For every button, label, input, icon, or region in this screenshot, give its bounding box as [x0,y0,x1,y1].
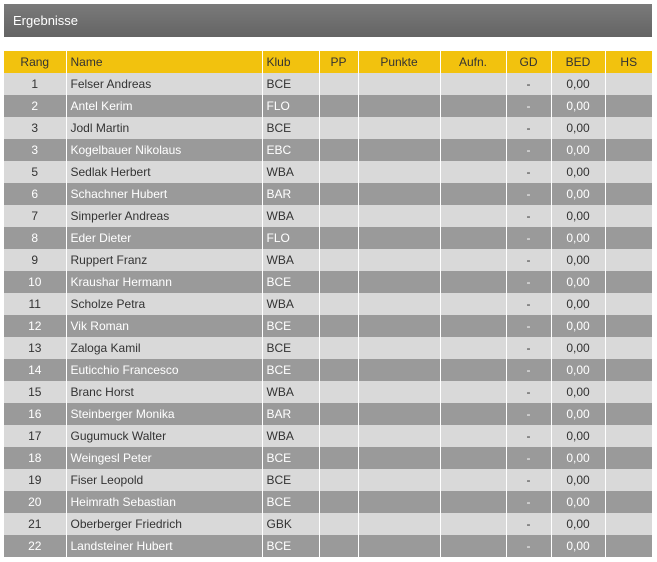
cell-gd: - [506,337,551,359]
cell-bed: 0,00 [551,513,605,535]
cell-punkte [358,403,440,425]
cell-punkte [358,161,440,183]
cell-aufn [440,249,506,271]
col-header-aufn: Aufn. [440,51,506,73]
cell-name: Felser Andreas [66,73,262,95]
cell-rang: 18 [4,447,66,469]
cell-aufn [440,381,506,403]
cell-aufn [440,447,506,469]
table-row[interactable] [4,161,652,183]
cell-rang: 8 [4,227,66,249]
cell-bed: 0,00 [551,447,605,469]
cell-gd: - [506,513,551,535]
cell-name: Kogelbauer Nikolaus [66,139,262,161]
cell-bed: 0,00 [551,227,605,249]
cell-pp [319,205,358,227]
cell-gd: - [506,227,551,249]
cell-rang: 21 [4,513,66,535]
cell-bed: 0,00 [551,381,605,403]
cell-rang: 11 [4,293,66,315]
cell-aufn [440,117,506,139]
cell-gd: - [506,183,551,205]
cell-hs [605,491,652,513]
cell-klub: BCE [262,359,319,381]
cell-bed: 0,00 [551,117,605,139]
cell-rang: 1 [4,73,66,95]
cell-bed: 0,00 [551,359,605,381]
cell-hs [605,205,652,227]
cell-pp [319,513,358,535]
cell-bed: 0,00 [551,95,605,117]
cell-gd: - [506,293,551,315]
table-row[interactable] [4,315,652,337]
table-row[interactable] [4,359,652,381]
cell-name: Heimrath Sebastian [66,491,262,513]
cell-punkte [358,381,440,403]
cell-pp [319,161,358,183]
cell-rang: 7 [4,205,66,227]
cell-gd: - [506,95,551,117]
cell-gd: - [506,161,551,183]
cell-punkte [358,315,440,337]
cell-aufn [440,403,506,425]
cell-punkte [358,183,440,205]
cell-gd: - [506,205,551,227]
cell-klub: BCE [262,447,319,469]
cell-gd: - [506,271,551,293]
cell-name: Eder Dieter [66,227,262,249]
cell-punkte [358,447,440,469]
cell-gd: - [506,315,551,337]
cell-klub: BCE [262,73,319,95]
cell-gd: - [506,139,551,161]
cell-pp [319,227,358,249]
table-header-row [4,51,652,73]
cell-name: Gugumuck Walter [66,425,262,447]
cell-bed: 0,00 [551,139,605,161]
cell-rang: 3 [4,117,66,139]
cell-klub: BCE [262,117,319,139]
table-row[interactable] [4,271,652,293]
cell-klub: BCE [262,337,319,359]
cell-pp [319,139,358,161]
cell-pp [319,535,358,557]
results-table [4,51,652,557]
cell-aufn [440,183,506,205]
cell-aufn [440,227,506,249]
cell-aufn [440,491,506,513]
cell-pp [319,491,358,513]
cell-hs [605,117,652,139]
table-row[interactable] [4,535,652,557]
results-header [4,4,652,37]
col-header-pp: PP [319,51,358,73]
cell-hs [605,227,652,249]
cell-rang: 15 [4,381,66,403]
table-row[interactable] [4,491,652,513]
cell-pp [319,469,358,491]
cell-klub: FLO [262,227,319,249]
cell-rang: 10 [4,271,66,293]
cell-klub: BCE [262,469,319,491]
cell-bed: 0,00 [551,403,605,425]
table-row[interactable] [4,117,652,139]
table-row[interactable] [4,183,652,205]
cell-pp [319,381,358,403]
cell-bed: 0,00 [551,271,605,293]
cell-pp [319,73,358,95]
results-body [4,73,652,557]
cell-klub: GBK [262,513,319,535]
col-header-name: Name [66,51,262,73]
cell-aufn [440,425,506,447]
cell-rang: 3 [4,139,66,161]
cell-pp [319,337,358,359]
cell-hs [605,447,652,469]
cell-klub: BCE [262,491,319,513]
col-header-punkte: Punkte [358,51,440,73]
cell-hs [605,249,652,271]
col-header-bed: BED [551,51,605,73]
cell-pp [319,183,358,205]
cell-pp [319,315,358,337]
cell-klub: WBA [262,205,319,227]
cell-punkte [358,425,440,447]
cell-aufn [440,315,506,337]
cell-name: Fiser Leopold [66,469,262,491]
cell-rang: 12 [4,315,66,337]
cell-punkte [358,491,440,513]
results-title: Ergebnisse [13,13,79,28]
table-row[interactable] [4,205,652,227]
table-row[interactable] [4,249,652,271]
cell-hs [605,469,652,491]
cell-bed: 0,00 [551,293,605,315]
cell-gd: - [506,117,551,139]
cell-hs [605,513,652,535]
col-header-rang: Rang [4,51,66,73]
cell-klub: BAR [262,183,319,205]
cell-klub: EBC [262,139,319,161]
cell-klub: WBA [262,425,319,447]
table-row[interactable] [4,95,652,117]
cell-aufn [440,205,506,227]
cell-name: Simperler Andreas [66,205,262,227]
cell-gd: - [506,73,551,95]
cell-gd: - [506,403,551,425]
table-row[interactable] [4,337,652,359]
cell-bed: 0,00 [551,491,605,513]
cell-punkte [358,227,440,249]
cell-name: Ruppert Franz [66,249,262,271]
cell-aufn [440,95,506,117]
cell-bed: 0,00 [551,205,605,227]
cell-rang: 9 [4,249,66,271]
cell-gd: - [506,249,551,271]
cell-aufn [440,359,506,381]
cell-bed: 0,00 [551,249,605,271]
cell-rang: 16 [4,403,66,425]
cell-name: Branc Horst [66,381,262,403]
cell-bed: 0,00 [551,73,605,95]
cell-hs [605,139,652,161]
cell-name: Landsteiner Hubert [66,535,262,557]
cell-name: Vik Roman [66,315,262,337]
cell-pp [319,95,358,117]
cell-name: Steinberger Monika [66,403,262,425]
cell-rang: 22 [4,535,66,557]
cell-klub: BAR [262,403,319,425]
cell-punkte [358,359,440,381]
col-header-klub: Klub [262,51,319,73]
table-row[interactable] [4,73,652,95]
cell-hs [605,359,652,381]
cell-gd: - [506,359,551,381]
cell-name: Scholze Petra [66,293,262,315]
table-row[interactable] [4,425,652,447]
cell-aufn [440,513,506,535]
cell-rang: 19 [4,469,66,491]
cell-gd: - [506,381,551,403]
cell-aufn [440,337,506,359]
cell-pp [319,403,358,425]
cell-name: Euticchio Francesco [66,359,262,381]
cell-rang: 14 [4,359,66,381]
cell-punkte [358,205,440,227]
cell-klub: WBA [262,381,319,403]
cell-punkte [358,117,440,139]
cell-bed: 0,00 [551,535,605,557]
cell-rang: 5 [4,161,66,183]
cell-punkte [358,73,440,95]
cell-aufn [440,469,506,491]
cell-hs [605,293,652,315]
cell-gd: - [506,447,551,469]
cell-hs [605,535,652,557]
cell-bed: 0,00 [551,161,605,183]
cell-aufn [440,161,506,183]
table-row[interactable] [4,403,652,425]
cell-punkte [358,535,440,557]
cell-bed: 0,00 [551,337,605,359]
cell-aufn [440,293,506,315]
cell-name: Weingesl Peter [66,447,262,469]
cell-gd: - [506,425,551,447]
cell-hs [605,95,652,117]
cell-klub: WBA [262,249,319,271]
cell-gd: - [506,491,551,513]
cell-bed: 0,00 [551,469,605,491]
cell-hs [605,183,652,205]
cell-aufn [440,535,506,557]
cell-name: Oberberger Friedrich [66,513,262,535]
cell-gd: - [506,469,551,491]
cell-rang: 6 [4,183,66,205]
cell-klub: BCE [262,271,319,293]
cell-name: Jodl Martin [66,117,262,139]
cell-name: Zaloga Kamil [66,337,262,359]
cell-punkte [358,271,440,293]
cell-name: Antel Kerim [66,95,262,117]
cell-klub: WBA [262,293,319,315]
cell-hs [605,425,652,447]
cell-hs [605,271,652,293]
cell-rang: 13 [4,337,66,359]
cell-pp [319,271,358,293]
col-header-gd: GD [506,51,551,73]
cell-punkte [358,139,440,161]
table-row[interactable] [4,469,652,491]
cell-name: Sedlak Herbert [66,161,262,183]
cell-aufn [440,139,506,161]
cell-klub: BCE [262,315,319,337]
cell-rang: 20 [4,491,66,513]
cell-aufn [440,73,506,95]
cell-hs [605,403,652,425]
table-row[interactable] [4,139,652,161]
table-row[interactable] [4,227,652,249]
cell-gd: - [506,535,551,557]
cell-punkte [358,469,440,491]
cell-klub: WBA [262,161,319,183]
cell-name: Kraushar Hermann [66,271,262,293]
cell-punkte [358,337,440,359]
table-row[interactable] [4,513,652,535]
cell-rang: 2 [4,95,66,117]
cell-pp [319,425,358,447]
cell-klub: BCE [262,535,319,557]
cell-punkte [358,249,440,271]
cell-bed: 0,00 [551,183,605,205]
cell-pp [319,359,358,381]
cell-name: Schachner Hubert [66,183,262,205]
col-header-hs: HS [605,51,652,73]
cell-klub: FLO [262,95,319,117]
cell-rang: 17 [4,425,66,447]
cell-hs [605,161,652,183]
cell-hs [605,73,652,95]
cell-pp [319,249,358,271]
cell-hs [605,337,652,359]
cell-bed: 0,00 [551,425,605,447]
cell-punkte [358,95,440,117]
cell-punkte [358,513,440,535]
cell-aufn [440,271,506,293]
cell-bed: 0,00 [551,315,605,337]
cell-pp [319,117,358,139]
table-row[interactable] [4,447,652,469]
table-row[interactable] [4,381,652,403]
cell-pp [319,447,358,469]
cell-hs [605,381,652,403]
table-row[interactable] [4,293,652,315]
cell-punkte [358,293,440,315]
cell-hs [605,315,652,337]
cell-pp [319,293,358,315]
